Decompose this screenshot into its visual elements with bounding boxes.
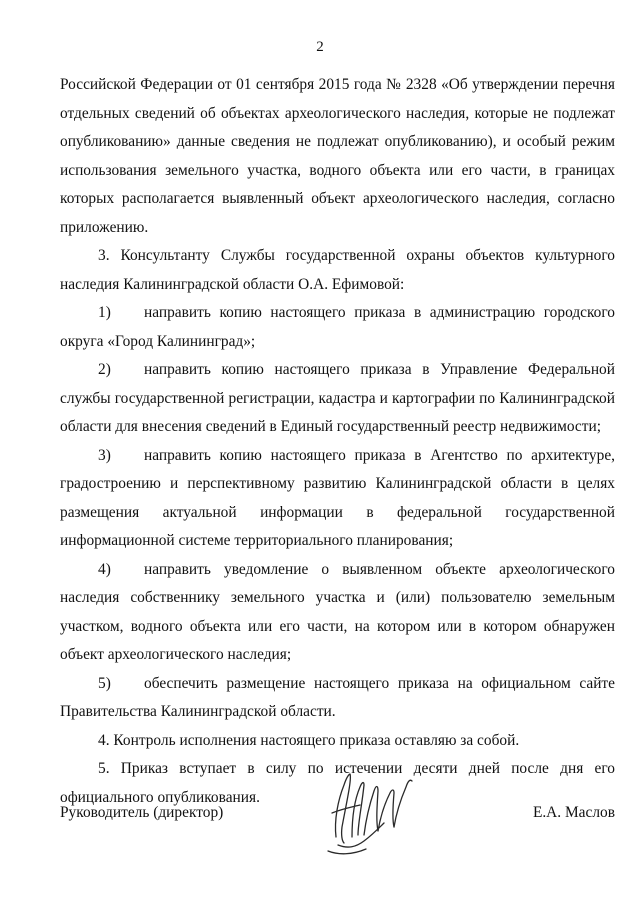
subitem-3 [60, 442, 615, 556]
subitem-number: 5) [98, 674, 111, 692]
signer-name: Е.А. Маслов [532, 804, 615, 821]
subitem-text: направить копию настоящего приказа в администрацию городского округа «Город Калининград»; [60, 304, 615, 350]
subitem-4 [60, 556, 615, 670]
subitem-text: направить копию настоящего приказа в Агентство по архитектуре, градостроению и перспективному развитию Калининградской области в целях размещения актуальной информации в федеральной государственной информационной системе территориального планирования; [60, 446, 615, 549]
signer-position: Руководитель (директор) [60, 804, 224, 821]
subitem-text: направить копию настоящего приказа в Управление Федеральной службы государственной регистрации, кадастра и картографии по Калининградской области для внесения сведений в Единый государственный реестр недвижимости; [60, 361, 615, 435]
document-body [60, 71, 615, 812]
subitem-number: 4) [98, 560, 111, 578]
subitem-5 [60, 670, 615, 727]
page-number: 2 [316, 39, 324, 55]
signature-block [60, 798, 615, 828]
subitem-2 [60, 356, 615, 442]
paragraph-5: 5. Приказ вступает в силу по истечении десяти дней после дня его официального опубликования. [60, 760, 615, 806]
paragraph-3: 3. Консультанту Службы государственной охраны объектов культурного наследия Калининградской области О.А. Ефимовой: [60, 247, 615, 293]
subitem-1 [60, 299, 615, 356]
subitem-number: 3) [98, 446, 111, 464]
subitem-text: обеспечить размещение настоящего приказа на официальном сайте Правительства Калининградской области. [60, 674, 615, 720]
subitem-number: 2) [98, 361, 111, 378]
subitem-text: направить уведомление о выявленном объекте археологического наследия собственнику земельного участка и (или) пользователю земельным участком, водного объекта или его части, на котором или в котором обнаружен объект археологического наследия; [60, 560, 615, 663]
paragraph-4: 4. Контроль исполнения настоящего приказа оставляю за собой. [98, 731, 520, 749]
subitem-number: 1) [98, 304, 111, 321]
paragraph-continuation: Российской Федерации от 01 сентября 2015 года № 2328 «Об утверждении перечня отдельных сведений об объектах археологического наследия, которые не подлежат опубликованию» данные сведения не подлежат опубликованию), и особый режим использования земельного участка, водного объекта или его части, в границах которых располагается выявленный объект археологического наследия, согласно приложению. [60, 76, 615, 236]
